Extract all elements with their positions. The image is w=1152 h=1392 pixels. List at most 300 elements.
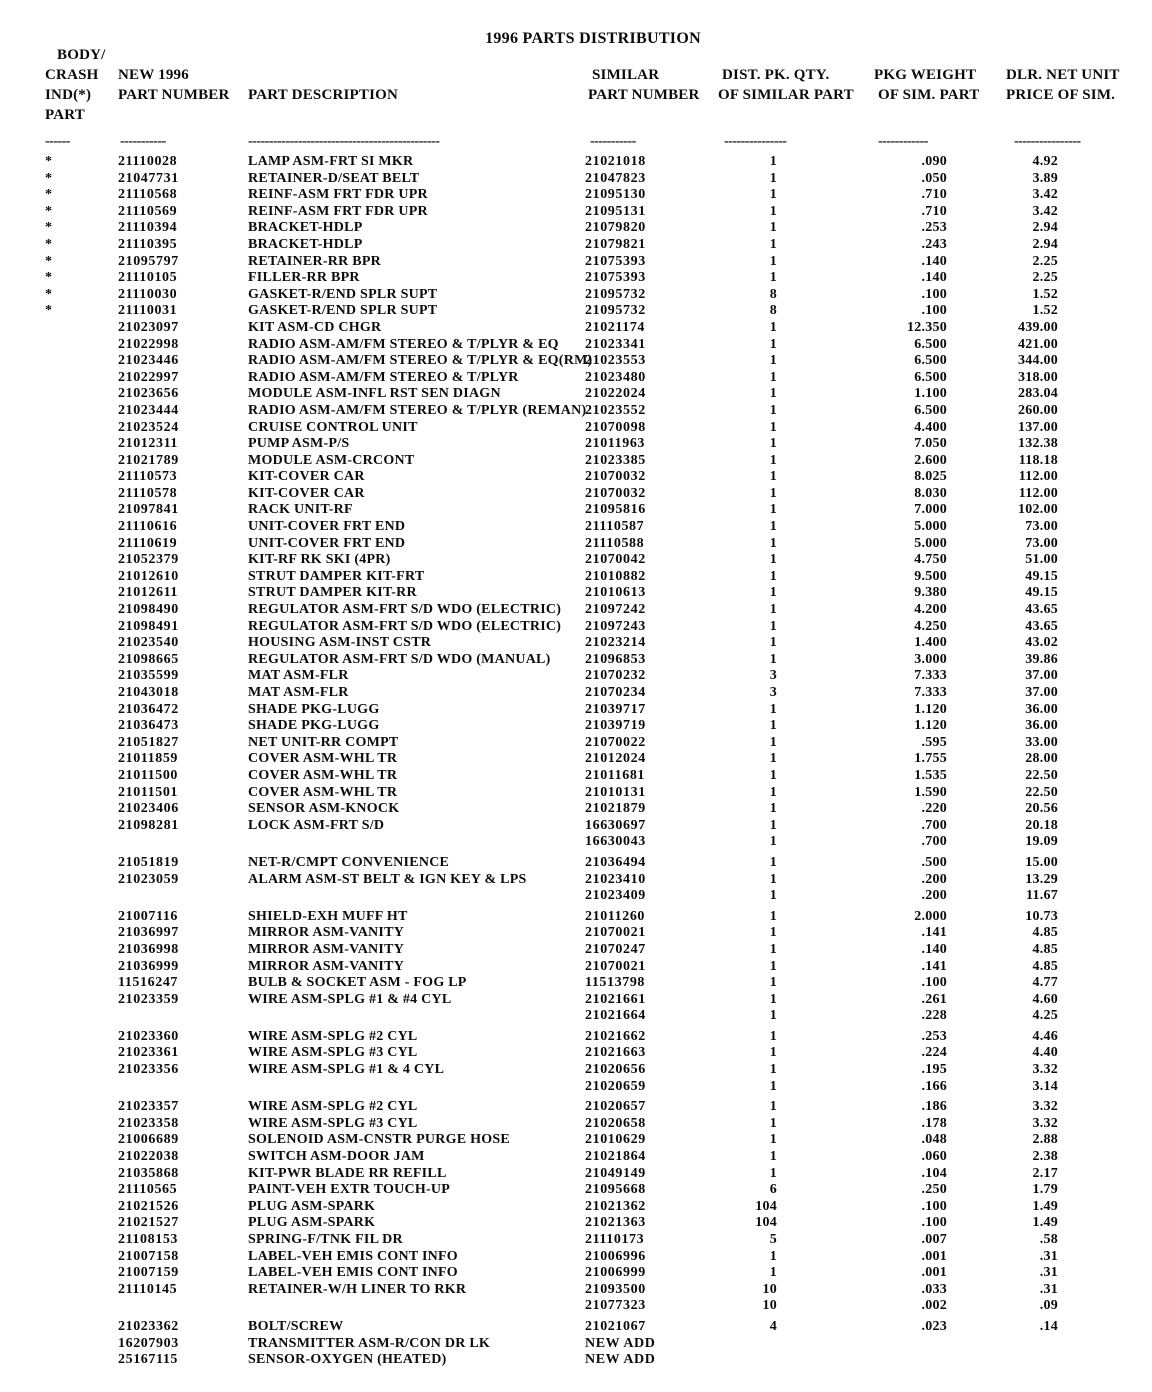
cell-pkg-weight: 1.120	[914, 718, 947, 734]
table-row	[0, 834, 1152, 851]
cell-crash-ind: *	[45, 270, 53, 286]
cell-pkg-weight: .178	[921, 1115, 947, 1131]
cell-similar-part-number: 21077323	[585, 1298, 646, 1314]
cell-dlr-net-price: 1.52	[1032, 303, 1058, 319]
cell-dist-pk-qty: 104	[755, 1215, 777, 1231]
cell-crash-ind	[0, 685, 100, 702]
header-similar: SIMILAR	[592, 67, 660, 83]
table-row	[0, 386, 1152, 403]
table-row	[0, 187, 1152, 204]
cell-crash-ind	[0, 652, 100, 669]
cell-part-description: WIRE ASM-SPLG #1 & #4 CYL	[248, 991, 452, 1007]
cell-part-description: RETAINER-RR BPR	[248, 253, 381, 269]
table-row	[0, 1319, 1152, 1336]
cell-new-part-number: 21036472	[118, 701, 179, 717]
cell-new-part-number: 21012610	[118, 568, 179, 584]
cell-new-part-number: 21110394	[118, 220, 178, 236]
cell-similar-part-number: 11513798	[585, 975, 646, 991]
cell-crash-ind	[0, 751, 100, 768]
cell-dist-pk-qty: 1	[769, 834, 777, 850]
cell-similar-part-number: 21023409	[585, 888, 646, 904]
cell-similar-part-number: 21020659	[585, 1078, 646, 1094]
cell-crash-ind	[0, 585, 100, 602]
cell-part-description: MODULE ASM-CRCONT	[248, 452, 415, 468]
cell-part-description: NET-R/CMPT CONVENIENCE	[248, 854, 450, 870]
cell-similar-part-number: 21070032	[585, 469, 646, 485]
cell-dlr-net-price: 439.00	[1018, 319, 1058, 335]
table-row	[0, 1045, 1152, 1062]
cell-dist-pk-qty: 1	[769, 941, 777, 957]
cell-similar-part-number: 21021018	[585, 154, 646, 169]
cell-new-part-number: 21007116	[118, 908, 179, 924]
cell-dlr-net-price: .31	[1039, 1248, 1058, 1264]
cell-pkg-weight: .060	[921, 1149, 947, 1165]
cell-crash-ind	[0, 855, 100, 872]
cell-crash-ind	[0, 1336, 100, 1353]
cell-crash-ind	[0, 1099, 100, 1116]
cell-pkg-weight: 4.400	[914, 419, 947, 435]
cell-dist-pk-qty: 1	[769, 436, 777, 452]
cell-dlr-net-price: 2.25	[1032, 270, 1058, 286]
cell-part-description: LAMP ASM-FRT SI MKR	[248, 154, 414, 169]
cell-new-part-number: 21110145	[118, 1281, 178, 1297]
cell-pkg-weight	[777, 1352, 947, 1369]
cell-dlr-net-price: 43.65	[1025, 602, 1058, 618]
cell-new-part-number: 21108153	[118, 1232, 179, 1247]
cell-new-part-number	[100, 888, 240, 905]
cell-similar-part-number: 21097242	[585, 602, 646, 618]
cell-new-part-number: 21098281	[118, 817, 179, 833]
cell-similar-part-number: 21039719	[585, 718, 646, 734]
cell-crash-ind	[0, 975, 100, 992]
cell-dlr-net-price: 2.38	[1032, 1149, 1058, 1165]
cell-crash-ind	[0, 1116, 100, 1133]
header-of-similar-part: OF SIMILAR PART	[718, 87, 854, 103]
cell-new-part-number: 21007158	[118, 1248, 179, 1264]
cell-similar-part-number: 21075393	[585, 253, 646, 269]
table-row	[0, 619, 1152, 636]
cell-pkg-weight: 5.000	[914, 519, 947, 535]
table-row	[0, 237, 1152, 254]
cell-pkg-weight: .033	[921, 1281, 947, 1297]
cell-similar-part-number: 21020658	[585, 1115, 646, 1131]
table-row	[0, 502, 1152, 519]
cell-pkg-weight: 4.750	[914, 552, 947, 568]
cell-dist-pk-qty: 1	[769, 991, 777, 1007]
table-row	[0, 1352, 1152, 1369]
cell-new-part-number: 21023362	[118, 1318, 179, 1334]
cell-dist-pk-qty: 1	[769, 270, 777, 286]
table-row	[0, 872, 1152, 889]
cell-part-description: MODULE ASM-INFL RST SEN DIAGN	[248, 386, 501, 402]
cell-similar-part-number: 21023553	[585, 353, 646, 369]
cell-dlr-net-price: 36.00	[1025, 701, 1058, 717]
cell-part-description: WIRE ASM-SPLG #2 CYL	[248, 1099, 418, 1115]
cell-part-description: ALARM ASM-ST BELT & IGN KEY & LPS	[248, 871, 527, 887]
cell-similar-part-number: 21095668	[585, 1182, 646, 1198]
cell-part-description: REGULATOR ASM-FRT S/D WDO (ELECTRIC)	[248, 602, 562, 618]
cell-dist-pk-qty: 1	[769, 751, 777, 767]
table-row	[0, 992, 1152, 1009]
cell-crash-ind	[0, 436, 100, 453]
table-row	[0, 1099, 1152, 1116]
cell-pkg-weight: .002	[921, 1298, 947, 1314]
cell-new-part-number: 21047731	[118, 170, 179, 186]
cell-dlr-net-price: 1.52	[1032, 286, 1058, 302]
table-row	[0, 254, 1152, 271]
cell-crash-ind	[0, 702, 100, 719]
cell-dist-pk-qty: 1	[769, 618, 777, 634]
cell-dlr-net-price: 2.94	[1032, 220, 1058, 236]
cell-similar-part-number: 21070021	[585, 925, 646, 941]
cell-part-description: SENSOR ASM-KNOCK	[248, 801, 400, 817]
cell-dlr-net-price: 3.32	[1032, 1062, 1058, 1078]
cell-part-description: COVER ASM-WHL TR	[248, 767, 398, 783]
cell-new-part-number: 21023059	[118, 871, 179, 887]
cell-part-description: WIRE ASM-SPLG #3 CYL	[248, 1115, 418, 1131]
cell-crash-ind	[0, 1008, 100, 1025]
cell-dlr-net-price: 13.29	[1025, 871, 1058, 887]
cell-dist-pk-qty: 1	[769, 1099, 777, 1115]
cell-similar-part-number: 21010613	[585, 585, 646, 601]
table-row	[0, 1336, 1152, 1353]
table-row	[0, 1249, 1152, 1266]
cell-new-part-number: 21011500	[118, 767, 179, 783]
cell-new-part-number: 21023444	[118, 402, 179, 418]
cell-dlr-net-price: .58	[1039, 1232, 1058, 1247]
cell-similar-part-number: 21023410	[585, 871, 646, 887]
cell-crash-ind	[0, 1029, 100, 1046]
table-row	[0, 1079, 1152, 1096]
cell-dist-pk-qty: 1	[769, 485, 777, 501]
cell-part-description: HOUSING ASM-INST CSTR	[248, 635, 432, 651]
cell-pkg-weight: .007	[921, 1232, 947, 1247]
cell-pkg-weight: .253	[921, 220, 947, 236]
cell-part-description: LABEL-VEH EMIS CONT INFO	[248, 1265, 458, 1281]
cell-crash-ind	[0, 1166, 100, 1183]
cell-dlr-net-price: 43.65	[1025, 618, 1058, 634]
cell-similar-part-number: 21095816	[585, 502, 646, 518]
cell-crash-ind: *	[45, 236, 53, 252]
cell-dlr-net-price: 11.67	[1026, 888, 1058, 904]
cell-part-description: UNIT-COVER FRT END	[248, 535, 406, 551]
cell-pkg-weight: .500	[921, 854, 947, 870]
cell-pkg-weight: .253	[921, 1028, 947, 1044]
table-row	[0, 337, 1152, 354]
page-title: 1996 PARTS DISTRIBUTION	[485, 30, 701, 47]
cell-dist-pk-qty: 1	[769, 1008, 777, 1024]
cell-part-description: REGULATOR ASM-FRT S/D WDO (MANUAL)	[248, 651, 551, 667]
cell-dlr-net-price: 2.88	[1032, 1132, 1058, 1148]
cell-dlr-net-price: 33.00	[1025, 734, 1058, 750]
cell-dlr-net-price: .31	[1039, 1281, 1058, 1297]
cell-dlr-net-price: 4.25	[1032, 1008, 1058, 1024]
cell-part-description: KIT-RF RK SKI (4PR)	[248, 552, 391, 568]
cell-new-part-number: 21051827	[118, 734, 179, 750]
cell-new-part-number: 21110616	[118, 519, 178, 535]
cell-dlr-net-price: 2.25	[1032, 253, 1058, 269]
table-row	[0, 1132, 1152, 1149]
cell-dist-pk-qty: 1	[769, 1132, 777, 1148]
cell-new-part-number	[100, 1008, 240, 1025]
cell-new-part-number: 21023097	[118, 319, 179, 335]
separator-price: ----------------	[1014, 134, 1081, 149]
cell-similar-part-number: 21110173	[585, 1232, 645, 1247]
cell-pkg-weight: .090	[921, 154, 947, 169]
cell-dist-pk-qty: 3	[769, 685, 777, 700]
cell-crash-ind	[0, 1319, 100, 1336]
table-row	[0, 171, 1152, 188]
cell-dlr-net-price: 118.18	[1018, 452, 1058, 468]
cell-pkg-weight: .186	[921, 1099, 947, 1115]
cell-similar-part-number: 21010131	[585, 784, 646, 800]
cell-new-part-number: 21007159	[118, 1265, 179, 1281]
cell-crash-ind: *	[45, 187, 53, 203]
header-body-crash-line1: BODY/	[57, 47, 106, 63]
cell-crash-ind	[0, 1062, 100, 1079]
cell-new-part-number: 21110578	[118, 485, 178, 501]
cell-crash-ind	[0, 1282, 100, 1299]
cell-pkg-weight: 8.025	[914, 469, 947, 485]
cell-part-description: BRACKET-HDLP	[248, 220, 363, 236]
cell-part-description: SHIELD-EXH MUFF HT	[248, 908, 408, 924]
table-row	[0, 702, 1152, 719]
cell-part-description: RACK UNIT-RF	[248, 502, 353, 518]
cell-dist-pk-qty: 1	[769, 817, 777, 833]
header-pkg-weight: PKG WEIGHT	[874, 67, 977, 83]
cell-similar-part-number: 21022024	[585, 386, 646, 402]
cell-dist-pk-qty: 8	[769, 286, 777, 302]
cell-new-part-number: 21110028	[118, 154, 178, 169]
cell-pkg-weight: 9.500	[914, 568, 947, 584]
cell-pkg-weight: .140	[921, 941, 947, 957]
table-row	[0, 519, 1152, 536]
cell-pkg-weight: .224	[921, 1045, 947, 1061]
cell-new-part-number: 21023406	[118, 801, 179, 817]
cell-pkg-weight: 1.755	[914, 751, 947, 767]
cell-dlr-net-price: 1.49	[1032, 1198, 1058, 1214]
cell-crash-ind	[0, 1298, 100, 1315]
cell-new-part-number: 21097841	[118, 502, 179, 518]
cell-new-part-number: 21052379	[118, 552, 179, 568]
cell-dlr-net-price: 15.00	[1025, 854, 1058, 870]
table-row	[0, 1008, 1152, 1025]
cell-part-description: PLUG ASM-SPARK	[248, 1215, 376, 1231]
cell-new-part-number: 21023356	[118, 1062, 179, 1078]
header-body-crash-line3: IND(*)	[45, 87, 92, 103]
cell-similar-part-number: 21021663	[585, 1045, 646, 1061]
table-row	[0, 1265, 1152, 1282]
cell-dlr-net-price: 49.15	[1025, 585, 1058, 601]
cell-dlr-net-price: 283.04	[1018, 386, 1058, 402]
cell-pkg-weight: 6.500	[914, 336, 947, 352]
cell-dist-pk-qty: 1	[769, 651, 777, 667]
cell-similar-part-number: 21096853	[585, 651, 646, 667]
table-row	[0, 1166, 1152, 1183]
cell-part-description: RADIO ASM-AM/FM STEREO & T/PLYR & EQ	[248, 336, 559, 352]
cell-dist-pk-qty: 1	[769, 502, 777, 518]
cell-similar-part-number: 21023385	[585, 452, 646, 468]
cell-similar-part-number: 21012024	[585, 751, 646, 767]
cell-dlr-net-price: 10.73	[1025, 908, 1058, 924]
table-row	[0, 403, 1152, 420]
cell-new-part-number: 21021527	[118, 1215, 179, 1231]
cell-crash-ind	[0, 320, 100, 337]
header-part-description: PART DESCRIPTION	[248, 87, 399, 103]
cell-pkg-weight: 1.120	[914, 701, 947, 717]
cell-pkg-weight: .100	[921, 303, 947, 319]
cell-new-part-number: 21023361	[118, 1045, 179, 1061]
cell-pkg-weight: .140	[921, 270, 947, 286]
cell-new-part-number	[100, 1079, 240, 1096]
separator-sim: -----------	[590, 134, 636, 149]
cell-part-description: FILLER-RR BPR	[248, 270, 360, 286]
cell-pkg-weight: 5.000	[914, 535, 947, 551]
cell-dlr-net-price: 19.09	[1025, 834, 1058, 850]
cell-dlr-net-price: 4.46	[1032, 1028, 1058, 1044]
cell-new-part-number: 21023357	[118, 1099, 179, 1115]
cell-part-description: TRANSMITTER ASM-R/CON DR LK	[248, 1335, 491, 1351]
cell-similar-part-number: 21079820	[585, 220, 646, 236]
cell-dlr-net-price: 3.32	[1032, 1115, 1058, 1131]
cell-crash-ind	[0, 1232, 100, 1249]
cell-similar-part-number: 21021661	[585, 991, 646, 1007]
cell-crash-ind	[0, 818, 100, 835]
table-row	[0, 353, 1152, 370]
cell-dlr-net-price: 102.00	[1018, 502, 1058, 518]
cell-similar-part-number: 21070098	[585, 419, 646, 435]
cell-part-description: RADIO ASM-AM/FM STEREO & T/PLYR & EQ(RM)	[248, 353, 593, 369]
cell-part-description: RADIO ASM-AM/FM STEREO & T/PLYR	[248, 369, 519, 385]
table-row	[0, 320, 1152, 337]
cell-dist-pk-qty: 6	[769, 1182, 777, 1198]
cell-new-part-number: 21011501	[118, 784, 179, 800]
table-row	[0, 1062, 1152, 1079]
cell-crash-ind	[0, 1352, 100, 1369]
cell-crash-ind	[0, 718, 100, 735]
cell-dlr-net-price: 3.32	[1032, 1099, 1058, 1115]
cell-part-description: MIRROR ASM-VANITY	[248, 925, 405, 941]
cell-pkg-weight: .050	[921, 170, 947, 186]
header-of-sim-part: OF SIM. PART	[878, 87, 980, 103]
cell-part-description: SPRING-F/TNK FIL DR	[248, 1232, 403, 1247]
cell-new-part-number: 16207903	[118, 1335, 179, 1351]
cell-similar-part-number: 21006999	[585, 1265, 646, 1281]
cell-dlr-net-price: 51.00	[1025, 552, 1058, 568]
cell-dist-pk-qty: 1	[769, 253, 777, 269]
cell-new-part-number: 21110568	[118, 187, 178, 203]
table-row	[0, 718, 1152, 735]
table-row	[0, 270, 1152, 287]
cell-new-part-number: 21022038	[118, 1149, 179, 1165]
cell-dlr-net-price: 132.38	[1018, 436, 1058, 452]
cell-crash-ind	[0, 370, 100, 387]
cell-part-description: RADIO ASM-AM/FM STEREO & T/PLYR (REMAN)	[248, 402, 587, 418]
cell-part-description: MIRROR ASM-VANITY	[248, 958, 405, 974]
cell-pkg-weight: .228	[921, 1008, 947, 1024]
cell-dist-pk-qty: 1	[769, 353, 777, 369]
cell-new-part-number: 11516247	[118, 975, 179, 991]
cell-dlr-net-price: 3.42	[1032, 203, 1058, 219]
cell-dlr-net-price: 4.85	[1032, 941, 1058, 957]
cell-pkg-weight: .710	[921, 187, 947, 203]
cell-similar-part-number: 21023214	[585, 635, 646, 651]
cell-part-description: CRUISE CONTROL UNIT	[248, 419, 418, 435]
cell-part-description: BULB & SOCKET ASM - FOG LP	[248, 975, 467, 991]
cell-dist-pk-qty: 1	[769, 1248, 777, 1264]
cell-dlr-net-price	[947, 1336, 1058, 1353]
cell-part-description: SHADE PKG-LUGG	[248, 718, 380, 734]
cell-pkg-weight: .140	[921, 253, 947, 269]
cell-crash-ind	[0, 619, 100, 636]
table-row	[0, 569, 1152, 586]
cell-crash-ind	[0, 801, 100, 818]
table-row	[0, 888, 1152, 905]
cell-dist-pk-qty: 1	[769, 1149, 777, 1165]
cell-crash-ind	[0, 453, 100, 470]
cell-dist-pk-qty: 1	[769, 767, 777, 783]
cell-part-description: STRUT DAMPER KIT-FRT	[248, 568, 425, 584]
cell-pkg-weight: .166	[921, 1078, 947, 1094]
cell-new-part-number: 21036999	[118, 958, 179, 974]
cell-crash-ind	[0, 909, 100, 926]
cell-dlr-net-price: 112.00	[1018, 469, 1058, 485]
cell-similar-part-number: 21011963	[585, 436, 646, 452]
table-row	[0, 1149, 1152, 1166]
header-similar-part-number: PART NUMBER	[588, 87, 700, 103]
cell-similar-part-number: 21010629	[585, 1132, 646, 1148]
separator-ind: ------	[45, 134, 70, 149]
cell-similar-part-number: 21097243	[585, 618, 646, 634]
cell-dlr-net-price: 3.89	[1032, 170, 1058, 186]
cell-dlr-net-price: .31	[1039, 1265, 1058, 1281]
cell-dlr-net-price: 4.92	[1032, 154, 1058, 169]
table-row	[0, 652, 1152, 669]
cell-dist-pk-qty: 1	[769, 801, 777, 817]
cell-pkg-weight: 12.350	[907, 319, 947, 335]
cell-dist-pk-qty: 1	[769, 701, 777, 717]
table-row	[0, 1232, 1152, 1249]
cell-dlr-net-price: 421.00	[1018, 336, 1058, 352]
separator-qty: ---------------	[724, 134, 787, 149]
cell-new-part-number: 21035868	[118, 1165, 179, 1181]
cell-part-description: COVER ASM-WHL TR	[248, 751, 398, 767]
cell-similar-part-number: 21095732	[585, 303, 646, 319]
cell-pkg-weight: 6.500	[914, 369, 947, 385]
cell-crash-ind	[0, 959, 100, 976]
separator-pn: -----------	[120, 134, 166, 149]
cell-dist-pk-qty: 10	[762, 1298, 777, 1314]
table-row	[0, 635, 1152, 652]
cell-part-description: SHADE PKG-LUGG	[248, 701, 380, 717]
cell-pkg-weight: .250	[921, 1182, 947, 1198]
cell-pkg-weight: .104	[921, 1165, 947, 1181]
table-row	[0, 735, 1152, 752]
cell-similar-part-number: 21070247	[585, 941, 646, 957]
cell-pkg-weight: 1.100	[914, 386, 947, 402]
cell-dlr-net-price: 73.00	[1025, 535, 1058, 551]
cell-dist-pk-qty: 1	[769, 1265, 777, 1281]
cell-dlr-net-price: 2.94	[1032, 236, 1058, 252]
cell-similar-part-number: NEW ADD	[585, 1335, 656, 1351]
cell-crash-ind	[0, 353, 100, 370]
cell-similar-part-number: 21020656	[585, 1062, 646, 1078]
cell-new-part-number: 21110030	[118, 286, 178, 302]
cell-new-part-number: 21023360	[118, 1028, 179, 1044]
cell-similar-part-number: 21021363	[585, 1215, 646, 1231]
cell-dlr-net-price	[947, 1352, 1058, 1369]
cell-crash-ind	[0, 925, 100, 942]
